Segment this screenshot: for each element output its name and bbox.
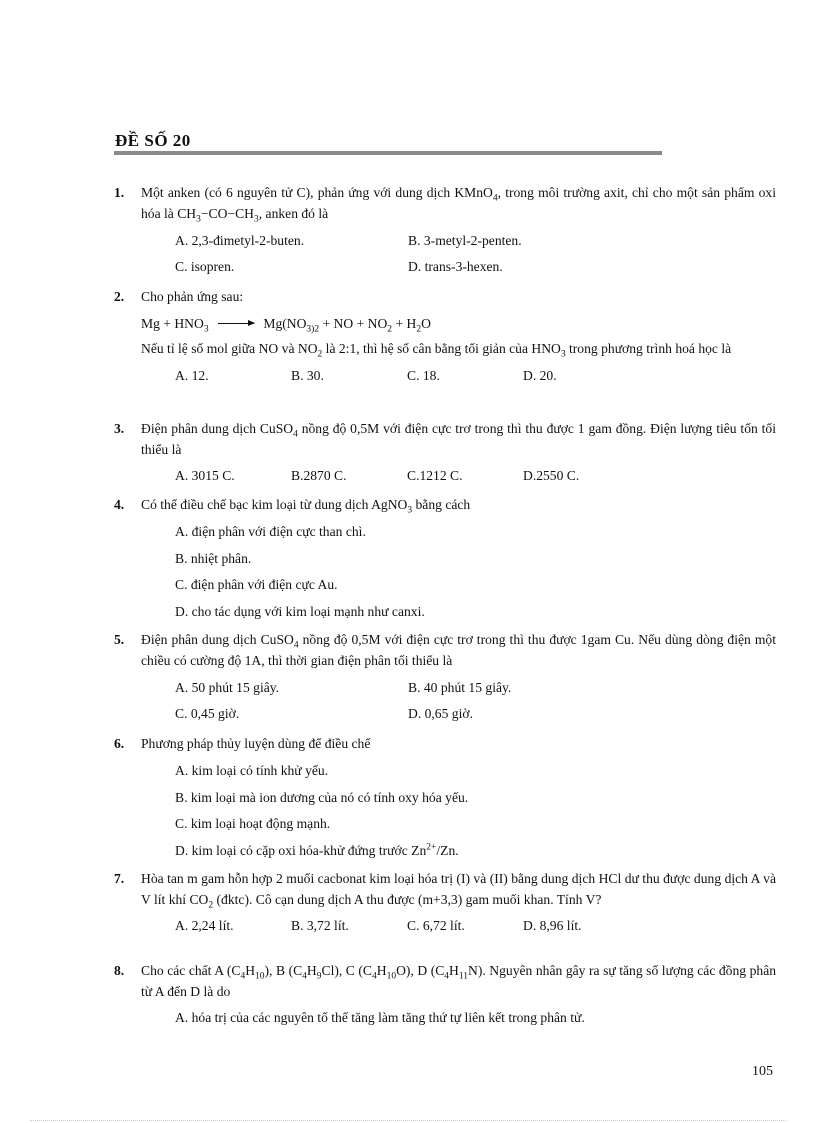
question-stem: Điện phân dung dịch CuSO$_4$ nồng độ 0,5M với điện cực trơ trong thì thu được 1gam Cu. Nếu dùng dòng điện một chiều có cường độ 1A, thì thời gian điện phân tối thiểu là: [141, 632, 776, 668]
option-d[interactable]: D. cho tác dụng với kim loại mạnh như canxi.: [175, 603, 425, 619]
question-stem: Cho phản ứng sau:: [141, 289, 244, 304]
question-stem: Phương pháp thủy luyện dùng để điều chế: [141, 736, 371, 751]
option-c[interactable]: C. isopren.: [175, 259, 235, 274]
option-a[interactable]: A. kim loại có tính khử yếu.: [175, 763, 329, 778]
options-list: [175, 760, 776, 866]
option-a[interactable]: A. 12.: [175, 368, 209, 383]
options-row: [175, 465, 776, 486]
title-underline: [114, 151, 662, 155]
option-a[interactable]: A. hóa trị của các nguyên tố thế tăng làm tăng thứ tự liên kết trong phân tử.: [175, 1010, 585, 1025]
option-b[interactable]: B. 40 phút 15 giây.: [408, 680, 512, 695]
options-list: [175, 1007, 776, 1034]
question-number: 3.: [114, 421, 125, 436]
question-6: [114, 733, 776, 866]
option-b[interactable]: B. 3,72 lít.: [291, 918, 349, 933]
option-c[interactable]: C. 6,72 lít.: [407, 918, 465, 933]
question-stem: Cho các chất A $(C_4H_{10})$, B $(C_4H_9Cl)$, C $(C_4H_{10}O)$, D $(C_4H_{11}N)$. Nguyên nhân gây ra sự tăng số lượng các đồng phân từ A đến D là do: [141, 963, 777, 999]
option-a[interactable]: A. điện phân với điện cực than chì.: [175, 524, 366, 539]
option-d[interactable]: D. kim loại có cặp oxi hóa-khử đứng trước $Zn^{2+}/Zn$.: [175, 842, 459, 858]
option-c[interactable]: C. kim loại hoạt động mạnh.: [175, 816, 331, 832]
reaction-arrow-icon: [218, 323, 254, 324]
question-stem: Hòa tan m gam hỗn hợp 2 muối cacbonat kim loại hóa trị (I) và (II) bằng dung dịch HCl dư thu được dung dịch A và V lít khí $CO_2$ (đktc). Cô cạn dung dịch A thu được (m+3,3) gam muối khan. Tính V?: [141, 871, 776, 911]
chemical-equation: $Mg + HNO_3$ $Mg(NO_{3)2}$ + NO + $NO_2 + H_2O$: [141, 316, 431, 335]
option-c[interactable]: C. 0,45 giờ.: [175, 706, 240, 721]
question-3: [114, 418, 776, 486]
question-number: 7.: [114, 871, 125, 886]
option-c[interactable]: C.1212 C.: [407, 468, 463, 483]
options-row: [175, 915, 776, 936]
question-5: [114, 629, 776, 724]
option-a[interactable]: A. 50 phút 15 giây.: [175, 680, 280, 695]
option-d[interactable]: D. 20.: [523, 368, 557, 383]
option-b[interactable]: B. kim loại mà ion dương của nó có tính oxy hóa yếu.: [175, 789, 469, 805]
question-number: 5.: [114, 632, 125, 647]
option-c[interactable]: C. điện phân với điện cực Au.: [175, 577, 338, 593]
question-4: [114, 494, 776, 627]
option-d[interactable]: D. 0,65 giờ.: [408, 706, 473, 721]
option-d[interactable]: D. 8,96 lít.: [523, 918, 582, 933]
question-followup: Nếu tỉ lệ số mol giữa NO và $NO_2$ là 2:1, thì hệ số cân bằng tối giản của $HNO_3$ trong phương trình hoá học là: [141, 341, 732, 360]
option-a[interactable]: A. 2,24 lít.: [175, 918, 234, 933]
question-stem: Một anken (có 6 nguyên tử C), phản ứng với dung dịch KMnO$_4$, trong môi trường axit, chỉ cho một sản phẩm oxi hóa là $CH_3-CO-CH_3$, anken đó là: [141, 185, 776, 225]
question-2: [114, 286, 776, 386]
question-8: [114, 960, 776, 1034]
question-stem: Điện phân dung dịch CuSO$_4$ nồng độ 0,5M với điện cực trơ trong thì thu được 1 gam đồng. Điện lượng tiêu tốn tối thiểu là: [141, 421, 776, 457]
options-row: [175, 703, 776, 724]
option-d[interactable]: D. trans-3-hexen.: [408, 259, 503, 274]
question-number: 2.: [114, 289, 125, 304]
option-b[interactable]: B. nhiệt phân.: [175, 550, 252, 566]
options-row: [175, 230, 776, 251]
option-c[interactable]: C. 18.: [407, 368, 440, 383]
question-number: 1.: [114, 185, 125, 200]
question-number: 4.: [114, 497, 125, 512]
question-number: 6.: [114, 736, 125, 751]
question-number: 8.: [114, 963, 125, 978]
options-list: [175, 521, 776, 627]
option-a[interactable]: A. 3015 C.: [175, 468, 235, 483]
options-row: [175, 365, 776, 386]
option-a[interactable]: A. 2,3-đimetyl-2-buten.: [175, 233, 305, 248]
option-b[interactable]: B. 30.: [291, 368, 324, 383]
page-bottom-divider: [30, 1120, 786, 1121]
question-stem: Có thể điều chế bạc kim loại từ dung dịch AgNO$_3$ bằng cách: [141, 497, 471, 516]
page-number: 105: [752, 1064, 773, 1079]
options-row: [175, 677, 776, 698]
question-7: [114, 868, 776, 936]
page-title: ĐỀ SỐ 20: [115, 131, 191, 150]
question-1: [114, 182, 776, 277]
option-d[interactable]: D.2550 C.: [523, 468, 580, 483]
option-b[interactable]: B.2870 C.: [291, 468, 347, 483]
option-b[interactable]: B. 3-metyl-2-penten.: [408, 233, 522, 248]
options-row: [175, 256, 776, 277]
